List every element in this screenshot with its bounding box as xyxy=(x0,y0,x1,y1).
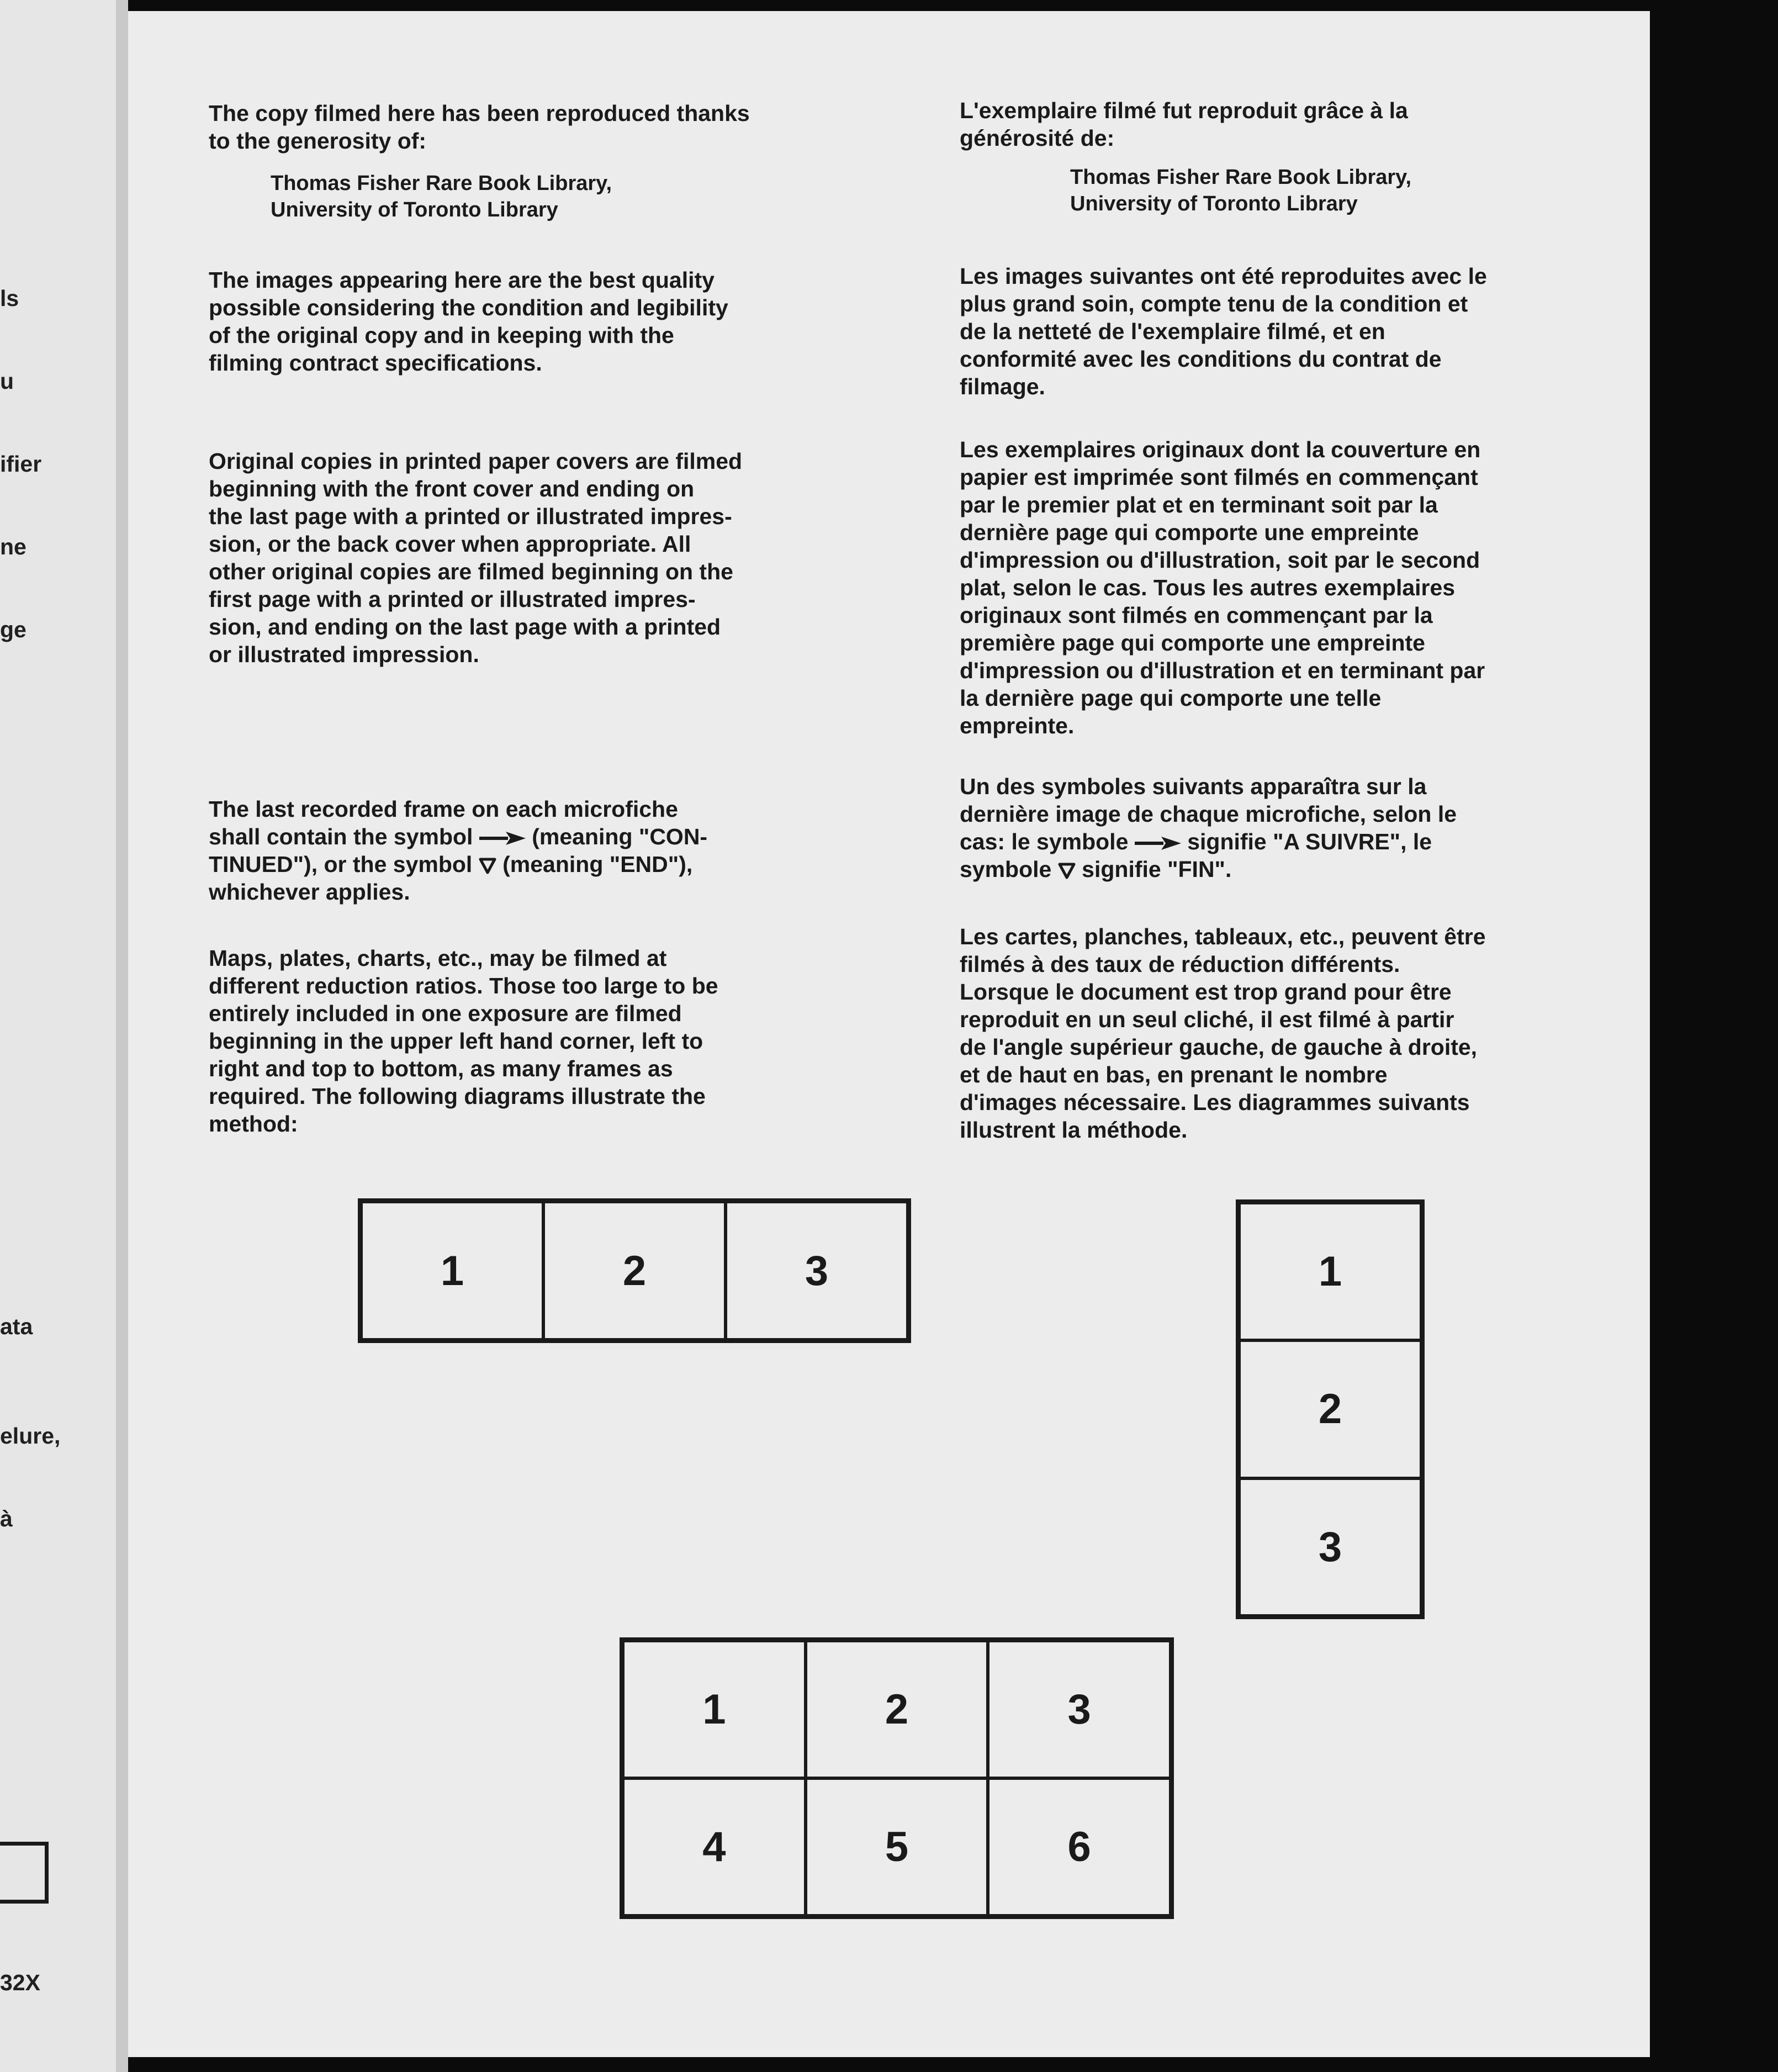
fr-line: signifie "FIN". xyxy=(1082,857,1232,882)
fr-line: par le premier plat et en terminant soit par la xyxy=(960,492,1438,517)
en-line: sion, or the back cover when appropriate. All xyxy=(209,531,691,557)
diagram-cell: 1 xyxy=(623,1641,806,1778)
en-library-line: Thomas Fisher Rare Book Library, xyxy=(271,172,612,195)
edge-label-32x xyxy=(0,1914,40,2052)
fr-library xyxy=(1070,164,1650,217)
en-symbol-paragraph xyxy=(209,795,982,906)
diagram-cell: 2 xyxy=(543,1202,726,1340)
diagram-cell: 5 xyxy=(806,1778,988,1916)
end-triangle-icon xyxy=(479,857,496,875)
edge-line: ifier xyxy=(0,451,42,477)
en-intro-line: The copy filmed here has been reproduced thanks xyxy=(209,101,750,126)
en-line: different reduction ratios. Those too large to be xyxy=(209,973,718,998)
en-intro xyxy=(209,99,982,155)
edge-line: ne xyxy=(0,534,27,559)
en-line: first page with a printed or illustrated impres- xyxy=(209,586,696,612)
fr-symbol-paragraph xyxy=(960,773,1650,883)
en-library xyxy=(271,170,982,223)
en-line: Original copies in printed paper covers are filmed xyxy=(209,448,743,474)
diagram-grid xyxy=(620,1637,1174,1919)
fr-line: signifie "A SUIVRE", le xyxy=(1187,829,1432,854)
en-line: other original copies are filmed beginning on the xyxy=(209,559,733,584)
fr-intro-line: générosité de: xyxy=(960,125,1115,151)
fr-line: et de haut en bas, en prenant le nombre xyxy=(960,1062,1388,1087)
en-line: right and top to bottom, as many frames as xyxy=(209,1056,673,1081)
diagram-cell: 2 xyxy=(1239,1340,1421,1478)
en-line: Maps, plates, charts, etc., may be filmed at xyxy=(209,945,667,971)
page-gutter xyxy=(116,0,128,2072)
en-line: whichever applies. xyxy=(209,879,410,905)
en-line: beginning with the front cover and ending on xyxy=(209,476,695,501)
en-intro-line: to the generosity of: xyxy=(209,128,427,154)
en-line: the last page with a printed or illustrated impres- xyxy=(209,504,732,529)
diagram-cell: 3 xyxy=(726,1202,908,1340)
diagram-cell: 1 xyxy=(1239,1203,1421,1340)
en-line: TINUED"), or the symbol xyxy=(209,852,473,877)
en-line: filming contract specifications. xyxy=(209,350,542,376)
edge-line: ata xyxy=(0,1314,33,1339)
edge-line: 32X xyxy=(0,1970,40,1995)
fr-line: originaux sont filmés en commençant par la xyxy=(960,602,1433,628)
en-line: sion, and ending on the last page with a printed xyxy=(209,614,721,639)
en-originals-paragraph xyxy=(209,447,982,668)
fr-line: symbole xyxy=(960,857,1052,882)
fr-library-line: Thomas Fisher Rare Book Library, xyxy=(1070,166,1412,189)
fr-line: de l'angle supérieur gauche, de gauche à droite, xyxy=(960,1034,1478,1060)
en-library-line: University of Toronto Library xyxy=(271,198,558,221)
diagram-cell: 2 xyxy=(806,1641,988,1778)
en-maps-paragraph xyxy=(209,944,982,1138)
edge-text-elure xyxy=(0,1367,60,1588)
fr-line: plus grand soin, compte tenu de la condition et xyxy=(960,291,1468,316)
en-line: shall contain the symbol xyxy=(209,824,473,849)
en-line: or illustrated impression. xyxy=(209,642,479,667)
fr-line: conformité avec les conditions du contrat de xyxy=(960,346,1442,372)
en-line: The last recorded frame on each microfiche xyxy=(209,796,678,822)
edge-text-top xyxy=(0,229,41,699)
fin-triangle-icon xyxy=(1058,862,1076,880)
fr-line: d'impression ou d'illustration, soit par le second xyxy=(960,547,1480,573)
fr-line: dernière page qui comporte une empreinte xyxy=(960,520,1419,545)
fr-originals-paragraph xyxy=(960,436,1650,739)
fr-intro-line: L'exemplaire filmé fut reproduit grâce à la xyxy=(960,98,1408,123)
fr-line: Un des symboles suivants apparaîtra sur la xyxy=(960,774,1427,799)
en-line: (meaning "END"), xyxy=(502,852,693,877)
fr-line: filmés à des taux de réduction différents. xyxy=(960,952,1400,977)
en-line: beginning in the upper left hand corner, left to xyxy=(209,1028,703,1054)
fr-line: première page qui comporte une empreinte xyxy=(960,630,1425,656)
fr-line: filmage. xyxy=(960,374,1045,399)
fr-line: Les images suivantes ont été reproduites avec le xyxy=(960,263,1487,289)
fr-line: papier est imprimée sont filmés en commençant xyxy=(960,464,1478,490)
fr-line: dernière image de chaque microfiche, selon le xyxy=(960,801,1457,827)
diagram-cell: 4 xyxy=(623,1778,806,1916)
fr-maps-paragraph xyxy=(960,923,1650,1144)
edge-line: ge xyxy=(0,617,27,642)
main-page xyxy=(128,11,1650,2057)
en-line: method: xyxy=(209,1111,298,1137)
en-quality-paragraph xyxy=(209,266,982,377)
diagram-horizontal xyxy=(358,1198,911,1343)
fr-line: d'impression ou d'illustration et en terminant par xyxy=(960,658,1485,683)
fr-line: Lorsque le document est trop grand pour être xyxy=(960,979,1452,1005)
continued-arrow-icon xyxy=(479,831,526,846)
en-line: entirely included in one exposure are filmed xyxy=(209,1001,682,1026)
french-column xyxy=(960,97,1650,1144)
diagram-cell: 1 xyxy=(361,1202,543,1340)
edge-line: ls xyxy=(0,286,19,311)
fr-line: reproduit en un seul cliché, il est filmé à partir xyxy=(960,1007,1454,1032)
fr-line: plat, selon le cas. Tous les autres exemplaires xyxy=(960,575,1456,600)
en-line: possible considering the condition and legibility xyxy=(209,295,728,320)
diagram-cell: 3 xyxy=(988,1641,1171,1778)
edge-line: u xyxy=(0,368,14,394)
fr-line: Les cartes, planches, tableaux, etc., peuvent être xyxy=(960,924,1486,949)
edge-box xyxy=(0,1842,49,1904)
en-line: of the original copy and in keeping with the xyxy=(209,323,674,348)
left-page-edge xyxy=(0,0,128,2072)
fr-quality-paragraph xyxy=(960,262,1650,400)
edge-line: à xyxy=(0,1506,13,1531)
diagram-cell: 6 xyxy=(988,1778,1171,1916)
diagram-cell: 3 xyxy=(1239,1478,1421,1616)
en-line: required. The following diagrams illustrate the xyxy=(209,1083,706,1109)
fr-line: illustrent la méthode. xyxy=(960,1117,1188,1143)
fr-line: de la netteté de l'exemplaire filmé, et en xyxy=(960,319,1385,344)
fr-line: empreinte. xyxy=(960,713,1075,738)
english-column xyxy=(209,99,982,1138)
en-line: The images appearing here are the best quality xyxy=(209,267,715,293)
diagram-vertical xyxy=(1236,1199,1425,1619)
edge-line: elure, xyxy=(0,1423,61,1449)
fr-line: d'images nécessaire. Les diagrammes suivants xyxy=(960,1090,1470,1115)
en-line: (meaning "CON- xyxy=(532,824,708,849)
fr-line: cas: le symbole xyxy=(960,829,1129,854)
fr-intro xyxy=(960,97,1650,152)
fr-line: Les exemplaires originaux dont la couverture en xyxy=(960,437,1481,462)
fr-line: la dernière page qui comporte une telle xyxy=(960,685,1382,711)
suivre-arrow-icon xyxy=(1135,836,1181,851)
fr-library-line: University of Toronto Library xyxy=(1070,192,1358,215)
